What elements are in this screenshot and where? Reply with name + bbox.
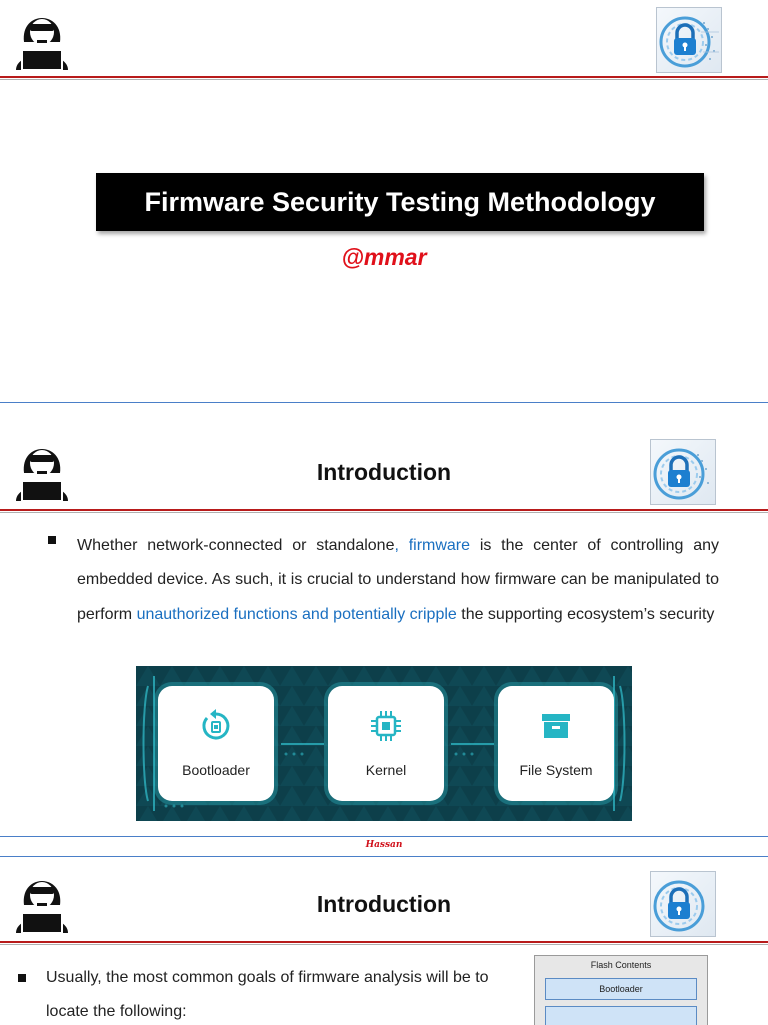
- bootloader-card: [158, 686, 274, 801]
- slide-1: [0, 0, 768, 402]
- header-red-line: [0, 941, 768, 943]
- restore-icon: [198, 708, 234, 744]
- highlight-firmware: , firmware: [394, 537, 471, 554]
- chip-icon: [368, 708, 404, 744]
- header-gray-line: [0, 944, 768, 945]
- flash-bootloader-box: Bootloader: [545, 978, 697, 1000]
- bullet-text: Whether network-connected or standalone, firmware is the center of controlling any embedded device. As such, it is crucial to understand how firmware can be manipulated to perform unauthorized functions and potentially cripple the supporting ecosystem’s security: [77, 537, 719, 623]
- security-lock-image: [650, 439, 716, 505]
- bullet-text: Usually, the most common goals of firmware analysis will be to locate the following:: [46, 969, 489, 1020]
- flash-next-box: [545, 1006, 697, 1025]
- header-red-line: [0, 76, 768, 78]
- slide-divider: [0, 836, 768, 837]
- slide-heading: Introduction: [316, 459, 452, 485]
- file-system-card: [498, 686, 614, 801]
- footer-name: Hassan: [365, 840, 403, 850]
- bullet-item: [18, 961, 518, 1025]
- security-lock-image: [656, 7, 722, 73]
- author-name: @mmar: [341, 244, 427, 270]
- bullet-item: [48, 529, 719, 632]
- kernel-card: [328, 686, 444, 801]
- flash-contents-diagram: [534, 955, 708, 1025]
- firmware-components-diagram: [136, 666, 632, 821]
- archive-box-icon: [538, 708, 574, 744]
- bullet-square: [48, 536, 56, 544]
- bullet-square: [18, 974, 26, 982]
- presentation-title: Firmware Security Testing Methodology: [96, 173, 704, 231]
- hacker-icon: [10, 2, 74, 74]
- card-label: Bootloader: [182, 762, 250, 778]
- slide-3: [0, 856, 768, 1025]
- header-gray-line: [0, 512, 768, 513]
- header-gray-line: [0, 79, 768, 80]
- card-label: Kernel: [365, 762, 407, 778]
- card-label: File System: [519, 762, 593, 778]
- header-red-line: [0, 509, 768, 511]
- highlight-unauthorized: unauthorized functions and potentially cripple: [136, 605, 457, 623]
- security-lock-image: [650, 871, 716, 937]
- flash-title: Flash Contents: [590, 960, 652, 970]
- slide-heading: Introduction: [316, 891, 452, 917]
- slide-2: [0, 402, 768, 837]
